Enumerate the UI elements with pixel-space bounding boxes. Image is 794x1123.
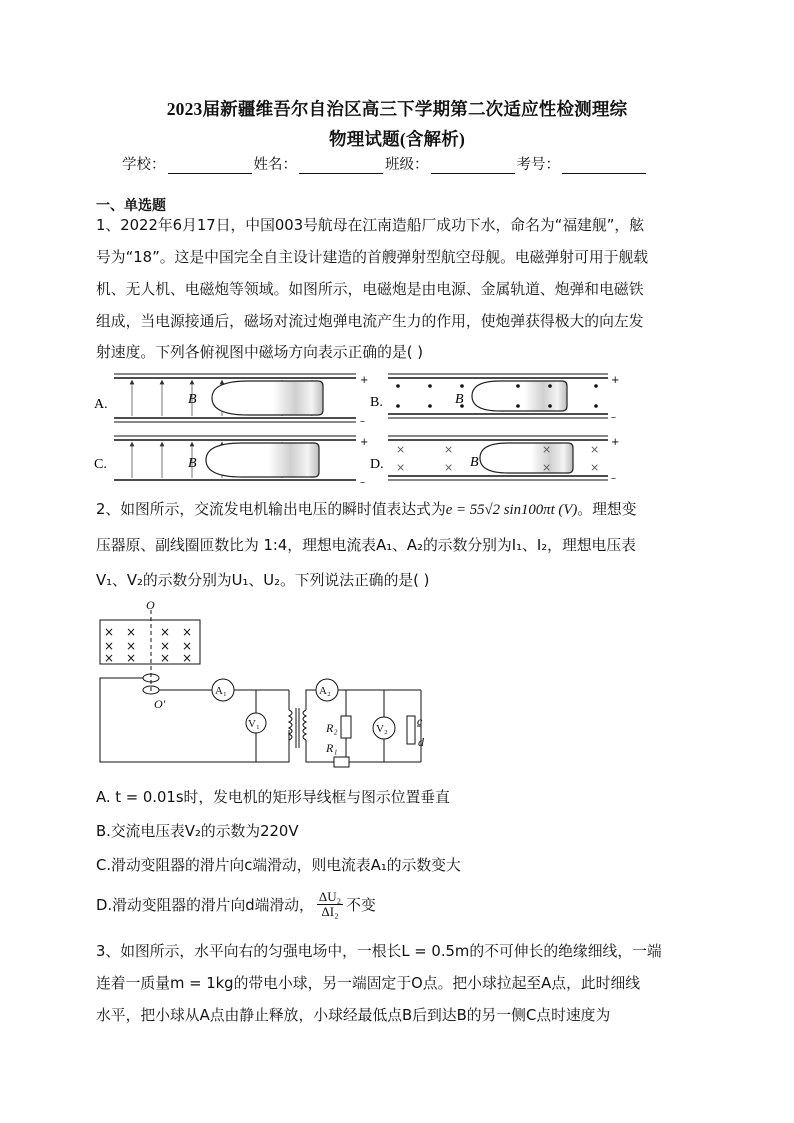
cross-mark: ×	[542, 443, 552, 456]
label-r1: R₁	[326, 741, 338, 755]
cross-mark: ×	[182, 625, 193, 639]
q1-option-b-label[interactable]: B.	[370, 395, 383, 410]
q1-option-d-diagram[interactable]	[388, 436, 619, 483]
cross-mark: ×	[444, 443, 454, 456]
cross-mark: ×	[104, 625, 115, 639]
label-v2: V₂	[376, 723, 388, 735]
q1-b-minus: –	[611, 412, 616, 423]
cross-mark: ×	[104, 651, 115, 665]
q1-line: 号为“18”。这是中国完全自主设计建造的首艘弹射型航空母舰。电磁弹射可用于舰载	[96, 249, 649, 266]
cross-mark: ×	[126, 651, 137, 665]
q1-option-a-label[interactable]: A.	[94, 397, 108, 412]
school-field[interactable]	[168, 157, 252, 174]
label-o-prime: O′	[154, 697, 166, 711]
section-title: 一、单选题	[96, 198, 166, 214]
q2-option-d[interactable]: D.滑动变阻器的滑片向d端滑动， ΔU₂ ΔI₂ 不变	[96, 889, 376, 919]
q1-line: 1、2022年6月17日，中国003号航母在江南造船厂成功下水，命名为“福建舰”，舷	[96, 217, 645, 234]
q2-circuit-diagram	[96, 598, 456, 773]
q2-option-d-fraction: ΔU₂ ΔI₂	[318, 889, 342, 919]
school-label: 学校：	[122, 157, 166, 173]
q1-option-c-diagram[interactable]	[114, 436, 356, 483]
q2-option-b[interactable]: B.交流电压表V₂的示数为220V	[96, 823, 299, 840]
q1-c-minus: –	[360, 477, 365, 483]
cross-mark: ×	[444, 461, 454, 474]
label-v1: V₁	[248, 718, 260, 730]
label-o: O	[146, 598, 155, 612]
q1-line: 机、无人机、电磁炮等领域。如图所示，电磁炮是由电源、金属轨道、炮弹和电磁铁	[96, 281, 644, 298]
class-field[interactable]	[431, 157, 515, 174]
q1-b-plus: +	[611, 375, 620, 386]
q1-line: 射速度。下列各俯视图中磁场方向表示正确的是( )	[96, 344, 423, 361]
cross-mark: ×	[396, 443, 406, 456]
q3-line: 3、如图所示，水平向右的匀强电场中，一根长L = 0.5m的不可伸长的绝缘细线，一端	[96, 943, 662, 960]
q2-formula: e = 55√2 sin100πt (V)	[445, 502, 578, 518]
class-label: 班级：	[385, 157, 429, 173]
cross-mark: ×	[182, 651, 193, 665]
q2-option-c[interactable]: C.滑动变阻器的滑片向c端滑动，则电流表A₁的示数变大	[96, 857, 461, 874]
label-d: d	[418, 735, 424, 749]
cross-mark: ×	[590, 443, 600, 456]
doc-title-line1: 2023届新疆维吾尔自治区高三下学期第二次适应性检测理综	[166, 99, 628, 119]
doc-title-line2: 物理试题(含解析)	[329, 129, 465, 149]
q1-d-b-label: B	[470, 455, 479, 470]
q1-b-b-label: B	[455, 392, 464, 407]
label-a2: A₂	[319, 685, 331, 697]
q1-c-plus: +	[360, 437, 369, 448]
cross-mark: ×	[126, 625, 137, 639]
q1-a-b-label: B	[188, 392, 197, 407]
name-label: 姓名：	[253, 157, 297, 173]
exam-no-field[interactable]	[562, 157, 646, 174]
cross-mark: ×	[182, 639, 193, 653]
cross-mark: ×	[126, 639, 137, 653]
q1-option-a-diagram[interactable]	[114, 374, 356, 422]
q1-diagrams	[90, 368, 630, 483]
q1-d-plus: +	[611, 437, 620, 448]
cross-mark: ×	[160, 625, 171, 639]
q2-line1: 2、如图所示，交流发电机输出电压的瞬时值表达式为e = 55√2 sin100πt (V)。理想变	[96, 501, 637, 518]
q2-line3: V₁、V₂的示数分别为U₁、U₂。下列说法正确的是( )	[96, 572, 430, 589]
q1-d-minus: –	[611, 473, 616, 483]
q2-option-a[interactable]: A. t = 0.01s时，发电机的矩形导线框与图示位置垂直	[96, 789, 450, 806]
label-r2: R₂	[326, 721, 338, 735]
q1-c-b-label: B	[188, 456, 197, 471]
cross-mark: ×	[396, 461, 406, 474]
cross-mark: ×	[590, 461, 600, 474]
exam-no-label: 考号：	[516, 157, 560, 173]
cross-mark: ×	[104, 639, 115, 653]
cross-mark: ×	[160, 651, 171, 665]
q1-option-d-label[interactable]: D.	[370, 457, 384, 472]
q1-a-plus: +	[360, 375, 369, 386]
label-a1: A₁	[215, 685, 227, 697]
cross-mark: ×	[542, 461, 552, 474]
q3-line: 水平，把小球从A点由静止释放，小球经最低点B后到达B的另一侧C点时速度为	[96, 1007, 611, 1024]
q1-option-c-label[interactable]: C.	[94, 457, 107, 472]
q1-line: 组成，当电源接通后，磁场对流过炮弹电流产生力的作用，使炮弹获得极大的向左发	[96, 313, 644, 330]
q3-line: 连着一质量m = 1kg的带电小球，另一端固定于O点。把小球拉起至A点，此时细线	[96, 975, 641, 992]
q1-option-b-diagram[interactable]	[388, 374, 619, 423]
name-field[interactable]	[299, 157, 383, 174]
q2-line2: 压器原、副线圈匝数比为 1:4，理想电流表A₁、A₂的示数分别为I₁、I₂，理想电压表	[96, 537, 636, 554]
cross-mark: ×	[160, 639, 171, 653]
q1-a-minus: –	[360, 416, 365, 427]
label-c: c	[417, 714, 423, 728]
student-info-line	[122, 153, 648, 174]
